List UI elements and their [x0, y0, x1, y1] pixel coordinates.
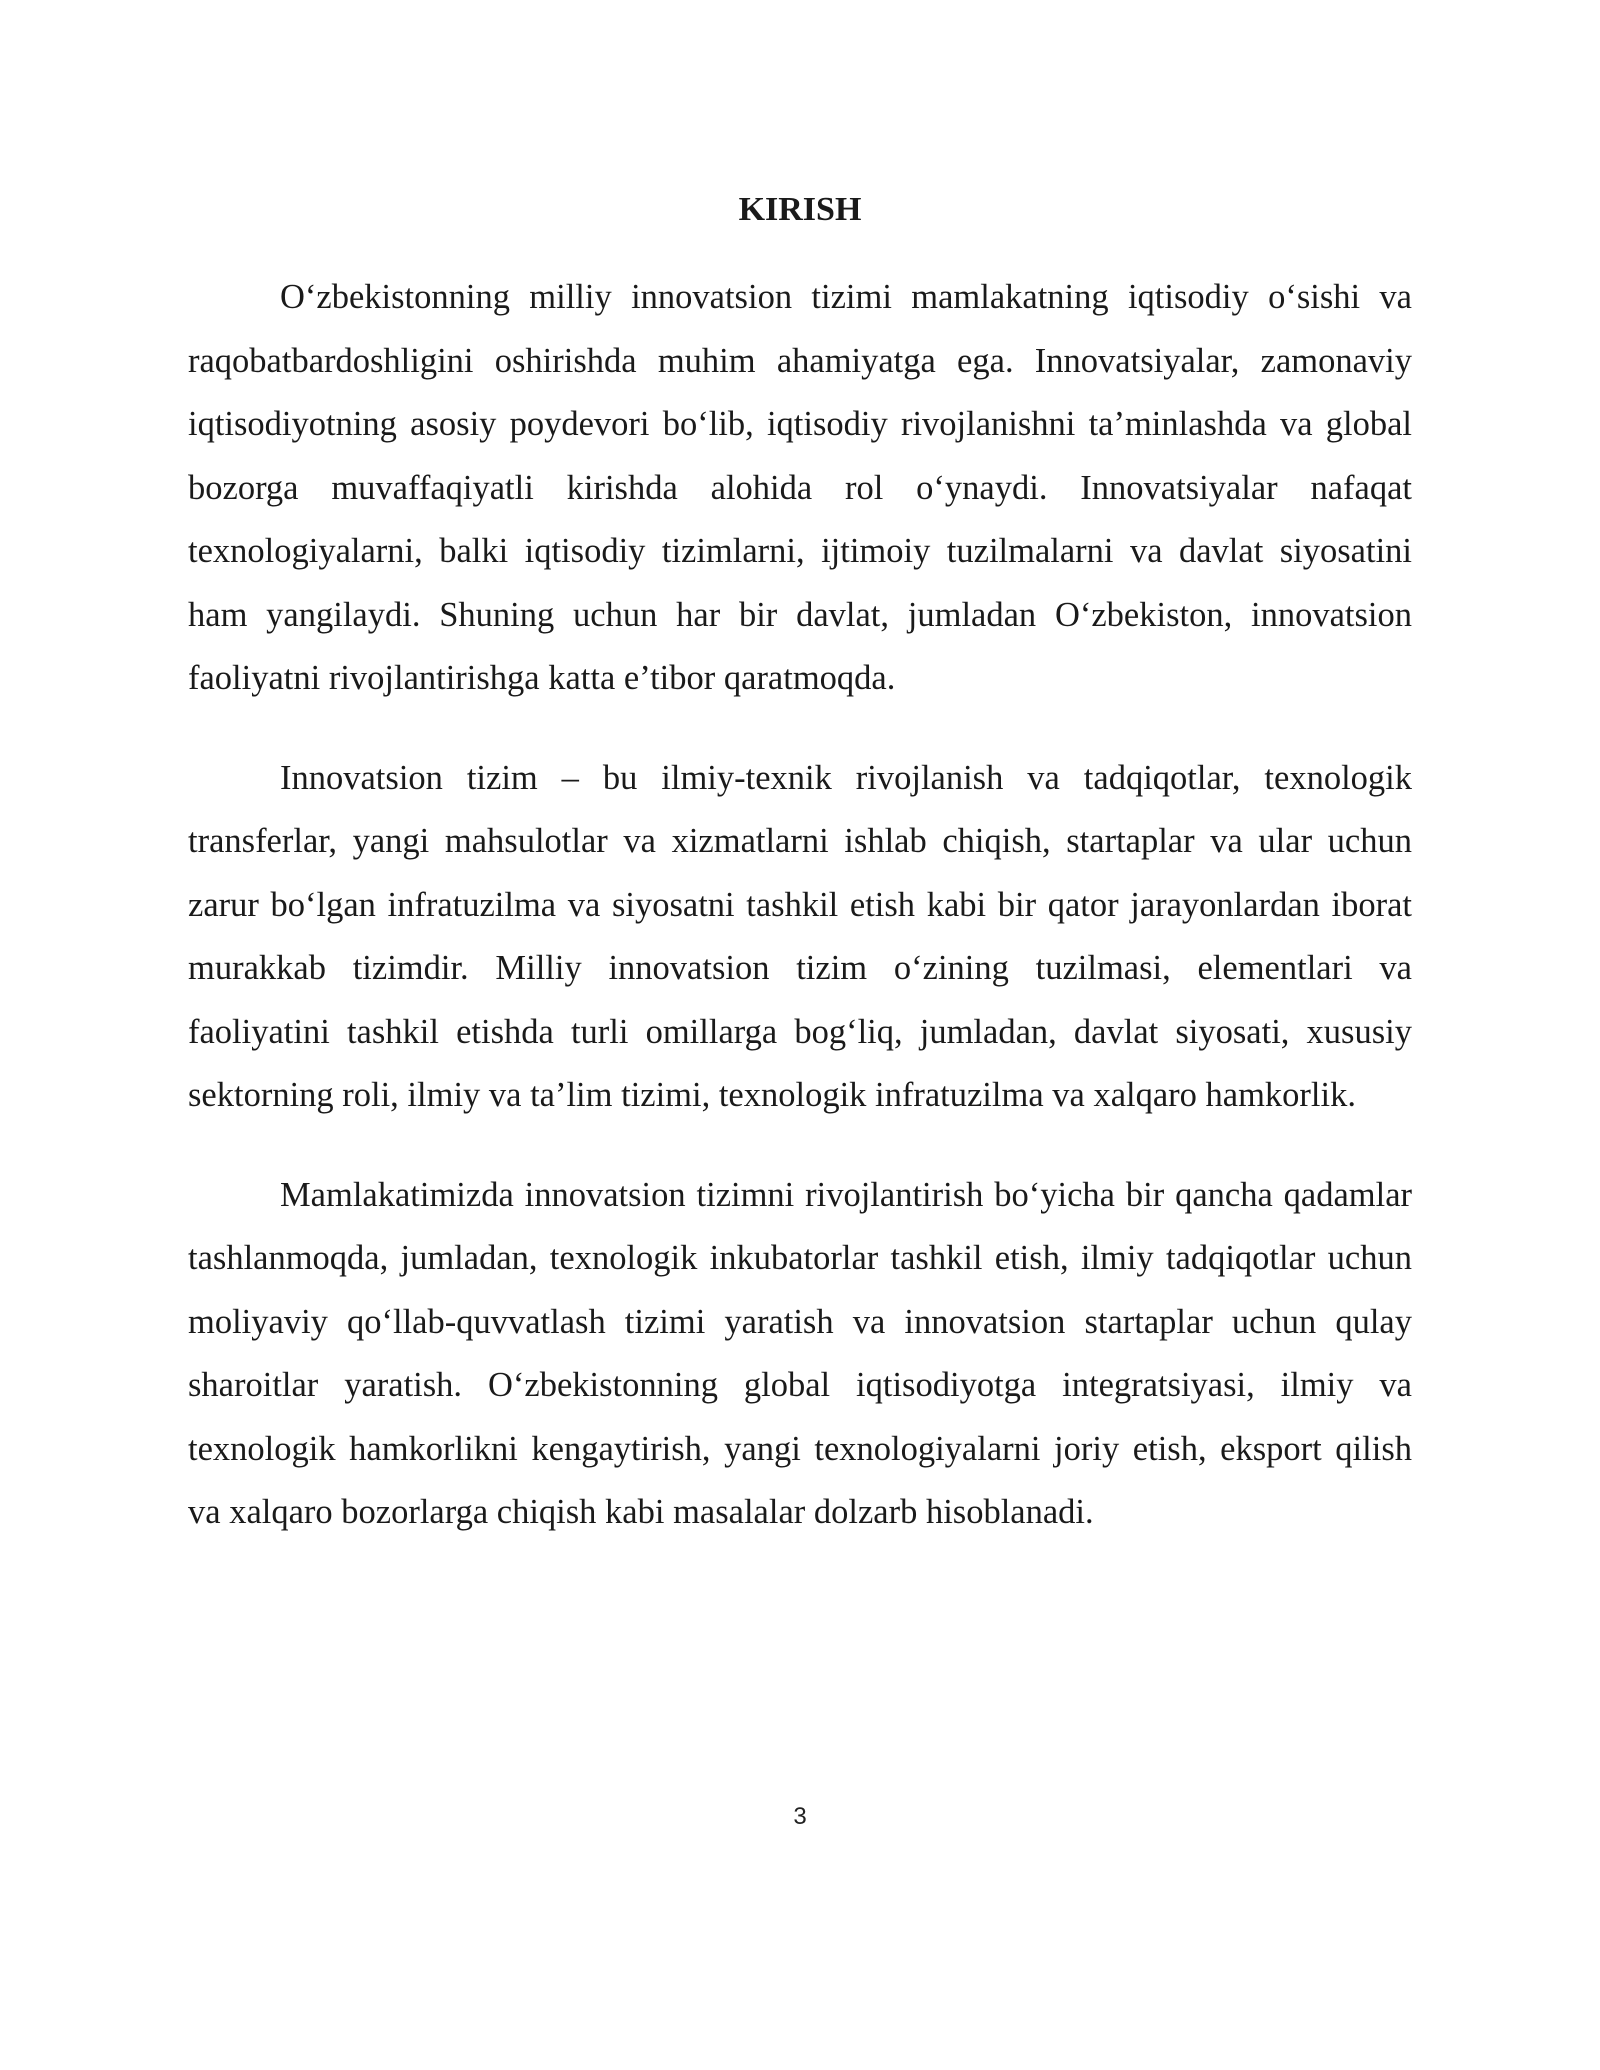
paragraph-3: Mamlakatimizda innovatsion tizimni rivojlantirish bo‘yicha bir qancha qadamlar tashlanmoqda, jumladan, texnologik inkubatorlar tashkil etish, ilmiy tadqiqotlar uchun moliyaviy qo‘llab-quvvatlash tizimi yaratish va innovatsion startaplar uchun qulay sharoitlar yaratish. O‘zbekistonning global iqtisodiyotga integratsiyasi, ilmiy va texnologik hamkorlikni kengaytirish, yangi texnologiyalarni joriy etish, eksport qilish va xalqaro bozorlarga chiqish kabi masalalar dolzarb hisoblanadi.	[188, 1175, 1412, 1531]
paragraph-1: O‘zbekistonning milliy innovatsion tizimi mamlakatning iqtisodiy o‘sishi va raqobatbardoshligini oshirishda muhim ahamiyatga ega. Innovatsiyalar, zamonaviy iqtisodiyotning asosiy poydevori bo‘lib, iqtisodiy rivojlanishni ta’minlashda va global bozorga muvaffaqiyatli kirishda alohida rol o‘ynaydi. Innovatsiyalar nafaqat texnologiyalarni, balki iqtisodiy tizimlarni, ijtimoiy tuzilmalarni va davlat siyosatini ham yangilaydi. Shuning uchun har bir davlat, jumladan O‘zbekiston, innovatsion faoliyatni rivojlantirishga katta e’tibor qaratmoqda.	[188, 278, 1412, 697]
page-content	[188, 182, 1412, 1545]
page-number: 3	[793, 1803, 807, 1830]
paragraph-2: Innovatsion tizim – bu ilmiy-texnik rivojlanish va tadqiqotlar, texnologik transferlar, yangi mahsulotlar va xizmatlarni ishlab chiqish, startaplar va ular uchun zarur bo‘lgan infratuzilma va siyosatni tashkil etish kabi bir qator jarayonlardan iborat murakkab tizimdir. Milliy innovatsion tizim o‘zining tuzilmasi, elementlari va faoliyatini tashkil etishda turli omillarga bog‘liq, jumladan, davlat siyosati, xususiy sektorning roli, ilmiy va ta’lim tizimi, texnologik infratuzilma va xalqaro hamkorlik.	[188, 758, 1412, 1114]
section-title: KIRISH	[738, 191, 862, 228]
